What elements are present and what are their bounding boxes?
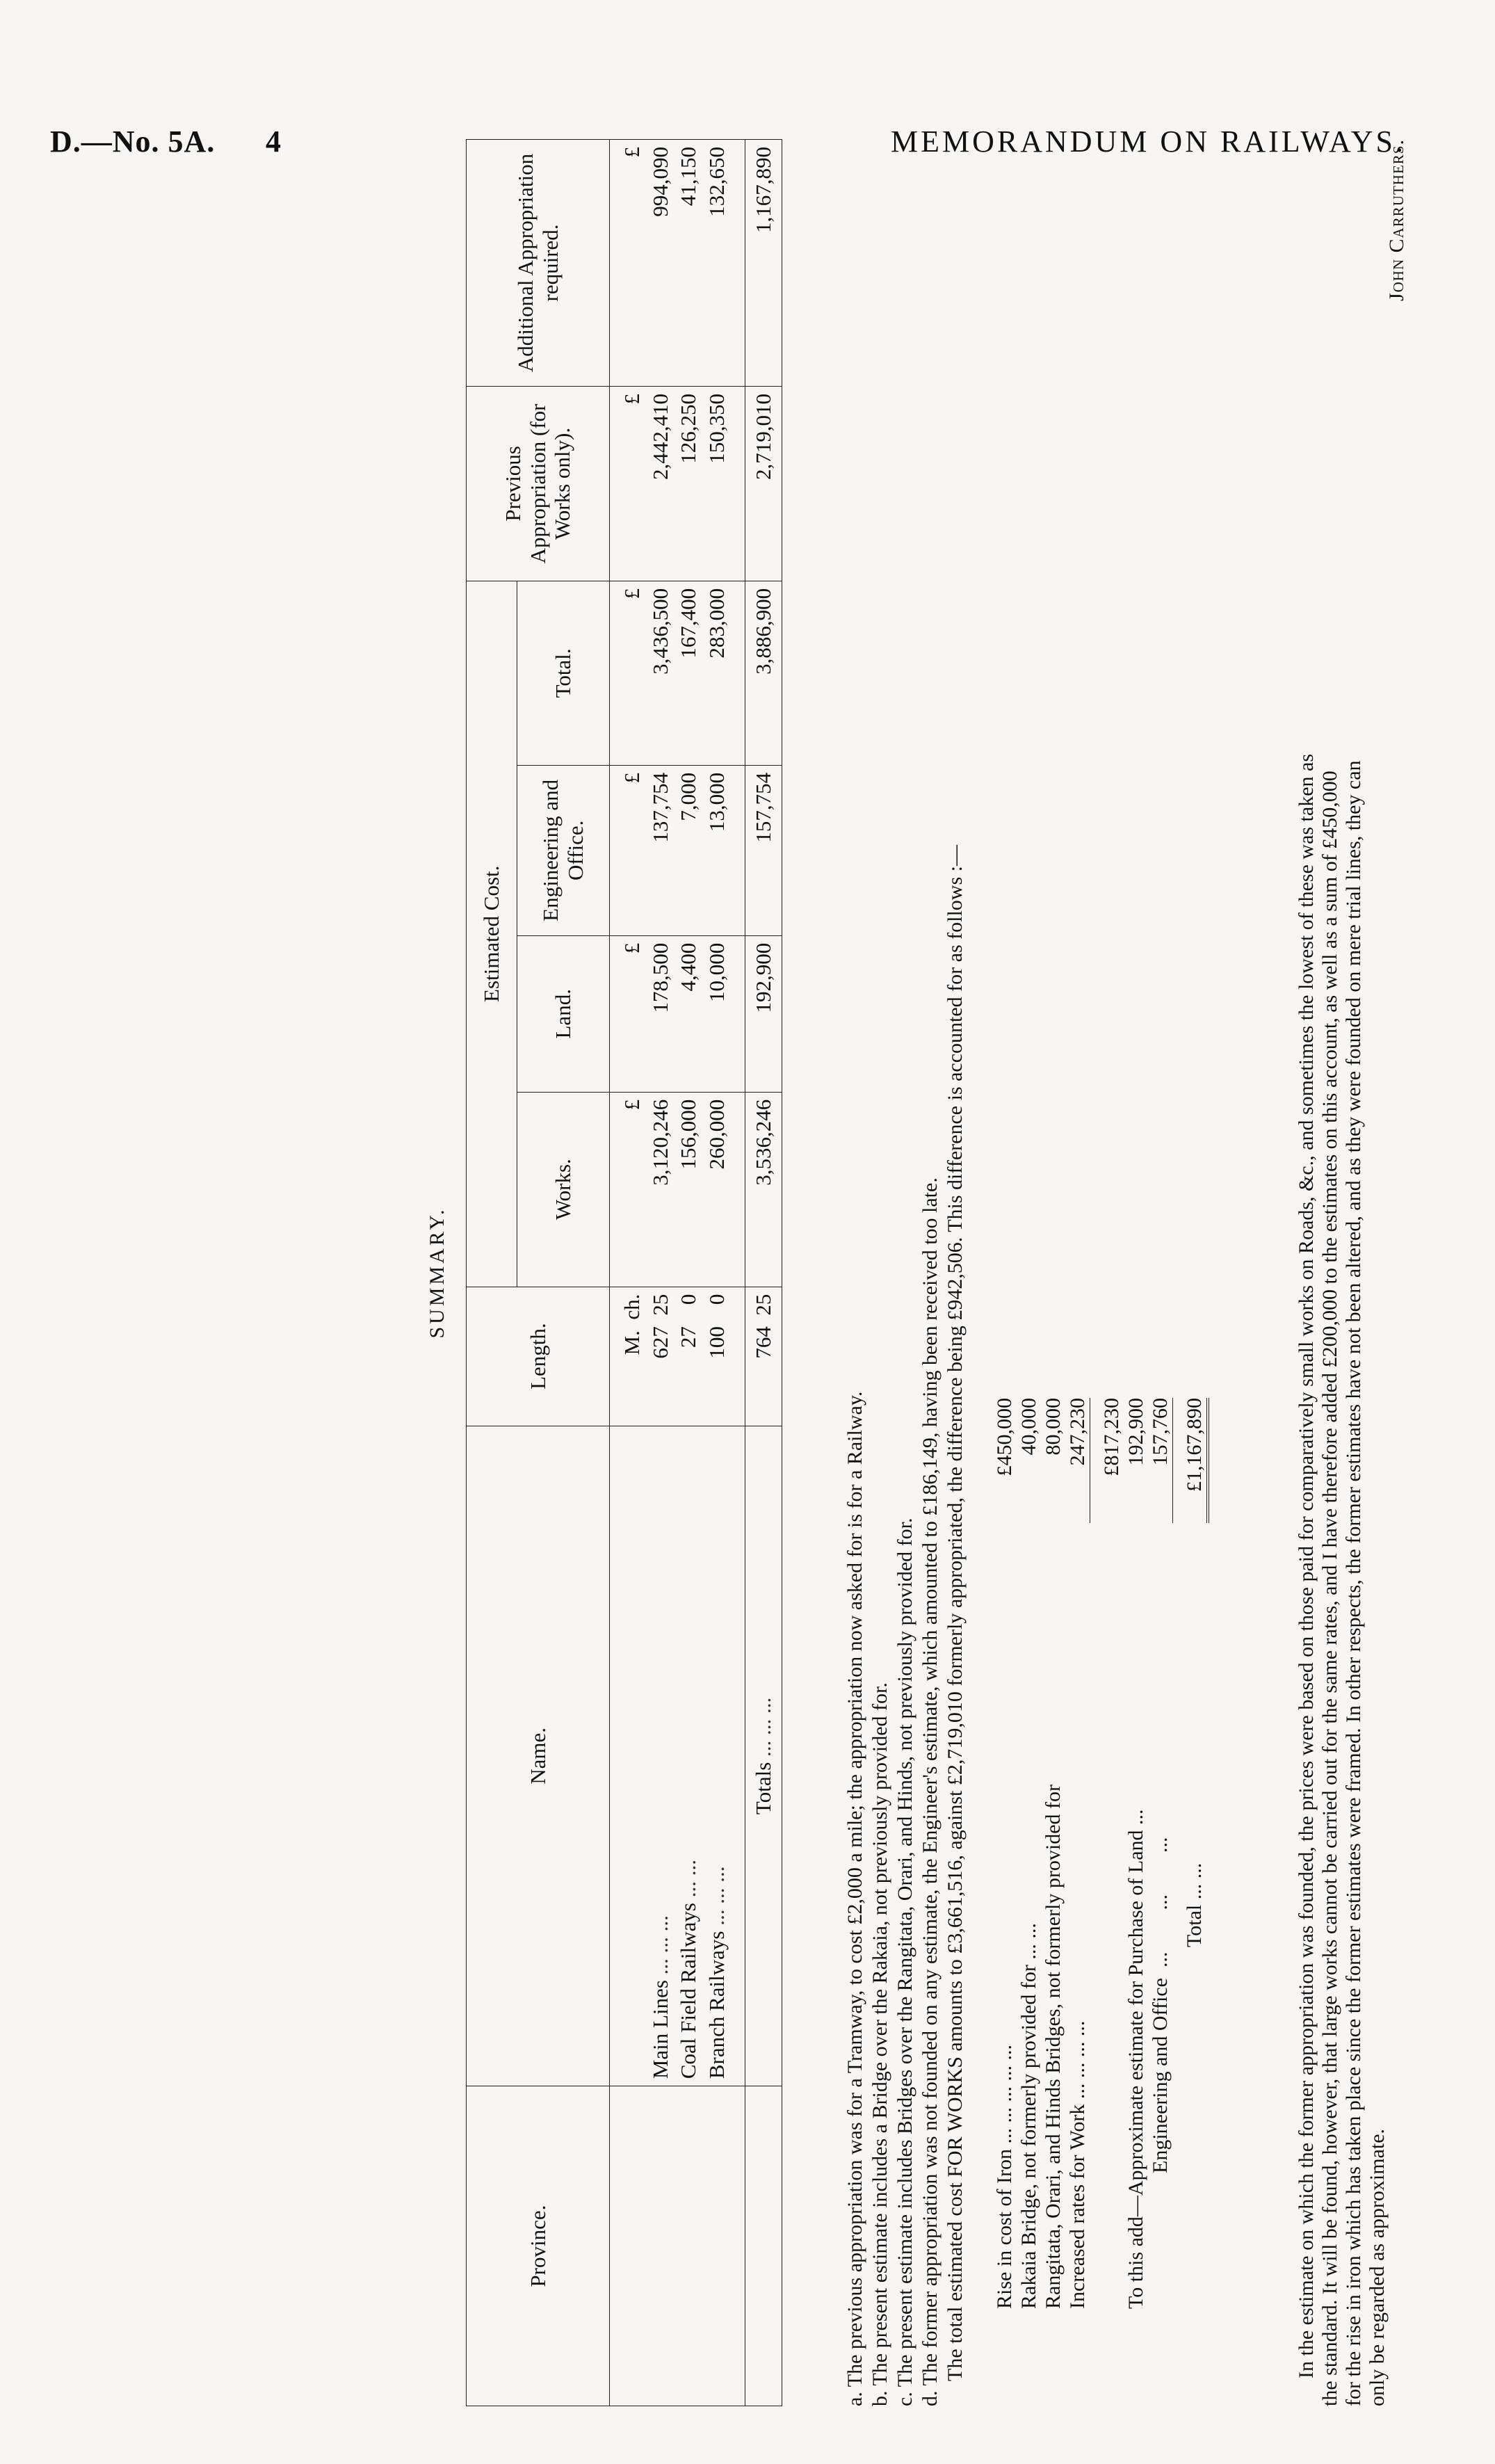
row-name: Main Lines bbox=[647, 1980, 672, 2079]
row-total: 283,000 bbox=[703, 581, 732, 765]
row-engineering: 137,754 bbox=[647, 765, 675, 935]
difference-statement: The total estimated cost FOR WORKS amounts to £3,661,516, against £2,719,010 formerly appropriated, the difference being £942,506. This difference is accounted for as follows :— bbox=[944, 845, 967, 2381]
page-heading: MEMORANDUM ON RAILWAYS. bbox=[890, 124, 1406, 159]
unit-pound: £ bbox=[610, 581, 647, 765]
row-previous: 126,250 bbox=[674, 386, 703, 581]
totals-chains: 25 bbox=[750, 1294, 775, 1316]
breakdown-value: 192,900 bbox=[1124, 1398, 1147, 1466]
header-province: Province. bbox=[467, 2086, 610, 2406]
row-works: 3,120,246 bbox=[647, 1092, 675, 1287]
breakdown-label: Rise in cost of Iron ... ... ... ... ... bbox=[993, 2045, 1016, 2309]
row-additional: 41,150 bbox=[674, 140, 703, 387]
row-leader: ... ... ... bbox=[704, 1866, 729, 1926]
breakdown-value: 40,000 bbox=[1017, 1398, 1040, 1456]
row-additional: 994,090 bbox=[647, 140, 675, 387]
paragraph-line: only be regarded as approximate. bbox=[1366, 2128, 1389, 2406]
footnote-b: b. The present estimate includes a Bridge over the Rakaia, not previously provided for. bbox=[868, 1682, 891, 2406]
row-works: 156,000 bbox=[674, 1092, 703, 1287]
breakdown-label: Engineering and Office ... ... ... bbox=[1149, 1837, 1172, 2309]
paragraph-line: In the estimate on which the former appropriation was founded, the prices were based on those paid for comparatively small works on Roads, &c., and sometimes the lowest of these was taken as bbox=[1295, 753, 1318, 2378]
totals-label: Totals bbox=[750, 1762, 775, 1815]
unit-pound: £ bbox=[610, 1092, 647, 1287]
totals-additional: 1,167,890 bbox=[745, 140, 782, 387]
row-chains: 0 bbox=[704, 1294, 729, 1305]
header-previous-appropriation: Previous Appropriation (for Works only). bbox=[467, 386, 610, 581]
row-engineering: 13,000 bbox=[703, 765, 732, 935]
unit-miles: M. bbox=[620, 1330, 644, 1355]
unit-pound: £ bbox=[610, 140, 647, 387]
breakdown-value: £450,000 bbox=[993, 1398, 1016, 1476]
header-total: Total. bbox=[517, 581, 610, 765]
footnote-c: c. The present estimate includes Bridges over the Rangitata, Orari, and Hinds, not previously provided for. bbox=[894, 1517, 916, 2406]
row-additional: 132,650 bbox=[703, 140, 732, 387]
unit-chains: ch. bbox=[620, 1294, 644, 1320]
row-engineering: 7,000 bbox=[674, 765, 703, 935]
row-miles: 627 bbox=[647, 1326, 672, 1359]
breakdown-label: Increased rates for Work ... ... ... ... bbox=[1066, 2020, 1089, 2309]
header-estimated-cost: Estimated Cost. bbox=[467, 581, 517, 1287]
signature: John Carruthers. bbox=[1385, 139, 1408, 302]
row-leader: ... ... ... bbox=[647, 1915, 672, 1975]
breakdown-label: Rakaia Bridge, not formerly provided for ... ... bbox=[1017, 1923, 1040, 2309]
row-miles: 27 bbox=[676, 1326, 701, 1348]
header-engineering: Engineering and Office. bbox=[517, 765, 610, 935]
totals-engineering: 157,754 bbox=[745, 765, 782, 935]
row-land: 4,400 bbox=[674, 935, 703, 1092]
total-rule bbox=[1172, 1398, 1173, 1523]
breakdown-total-label: Total ... ... bbox=[1183, 1862, 1206, 1947]
paragraph-line: for the rise in iron which has taken place since the former estimates were framed. In other respects, the former estimates have not been altered, and as they were founded on mere trial lines, they can bbox=[1342, 760, 1365, 2406]
totals-leader: ... ... ... bbox=[750, 1697, 775, 1757]
unit-pound: £ bbox=[610, 935, 647, 1092]
totals-total: 3,886,900 bbox=[745, 581, 782, 765]
row-name: Coal Field Railways bbox=[676, 1903, 701, 2079]
breakdown-value: 247,230 bbox=[1066, 1398, 1089, 1466]
totals-miles: 764 bbox=[750, 1326, 775, 1359]
table-row bbox=[674, 140, 703, 2406]
summary-table bbox=[466, 139, 782, 2406]
paragraph-line: the standard. It will be found, however, that large works cannot be carried out for the same rates, and I have therefore added £200,000 to the estimates on this account, as well as a sum of £450,000 bbox=[1318, 771, 1341, 2406]
row-land: 178,500 bbox=[647, 935, 675, 1092]
row-works: 260,000 bbox=[703, 1092, 732, 1287]
row-chains: 25 bbox=[647, 1294, 672, 1316]
row-leader: ... ... bbox=[676, 1860, 701, 1898]
document-code: D.—No. 5A. bbox=[50, 124, 216, 159]
row-previous: 150,350 bbox=[703, 386, 732, 581]
row-total: 167,400 bbox=[674, 581, 703, 765]
totals-previous: 2,719,010 bbox=[745, 386, 782, 581]
header-length: Length. bbox=[467, 1287, 610, 1426]
row-land: 10,000 bbox=[703, 935, 732, 1092]
rotated-page-body bbox=[50, 139, 1427, 2406]
unit-pound: £ bbox=[610, 765, 647, 935]
footnote-d: d. The former appropriation was not founded on any estimate, the Engineer's estimate, which amounted to £186,149, having been received too late. bbox=[919, 1177, 942, 2406]
unit-pound: £ bbox=[610, 386, 647, 581]
footnote-a: a. The previous appropriation was for a Tramway, to cost £2,000 a mile; the appropriation now asked for is for a Railway. bbox=[843, 1391, 866, 2406]
header-works: Works. bbox=[517, 1092, 610, 1287]
breakdown-label: Rangitata, Orari, and Hinds Bridges, not formerly provided for bbox=[1042, 1785, 1065, 2309]
breakdown-subtotal: £817,230 bbox=[1100, 1398, 1123, 1476]
table-row bbox=[703, 140, 732, 2406]
totals-land: 192,900 bbox=[745, 935, 782, 1092]
header-name: Name. bbox=[467, 1426, 610, 2086]
header-additional-appropriation: Additional Appropriation required. bbox=[467, 140, 610, 387]
explanatory-paragraph bbox=[1295, 139, 1389, 2406]
row-miles: 100 bbox=[704, 1326, 729, 1359]
total-double-rule bbox=[1206, 1398, 1209, 1523]
breakdown-value: 80,000 bbox=[1042, 1398, 1065, 1456]
totals-row bbox=[745, 140, 782, 2406]
page-number: 4 bbox=[266, 124, 282, 159]
breakdown-label: To this add—Approximate estimate for Purchase of Land ... bbox=[1124, 1809, 1147, 2309]
row-name: Branch Railways bbox=[704, 1931, 729, 2079]
breakdown-value: 157,760 bbox=[1149, 1398, 1172, 1466]
footnotes bbox=[843, 139, 968, 2406]
breakdown-total: £1,167,890 bbox=[1183, 1398, 1206, 1492]
units-row bbox=[610, 140, 647, 2406]
header-land: Land. bbox=[517, 935, 610, 1092]
row-chains: 0 bbox=[676, 1294, 701, 1305]
table-row bbox=[647, 140, 675, 2406]
totals-works: 3,536,246 bbox=[745, 1092, 782, 1287]
summary-title: SUMMARY. bbox=[426, 1207, 448, 1339]
row-previous: 2,442,410 bbox=[647, 386, 675, 581]
row-total: 3,436,500 bbox=[647, 581, 675, 765]
